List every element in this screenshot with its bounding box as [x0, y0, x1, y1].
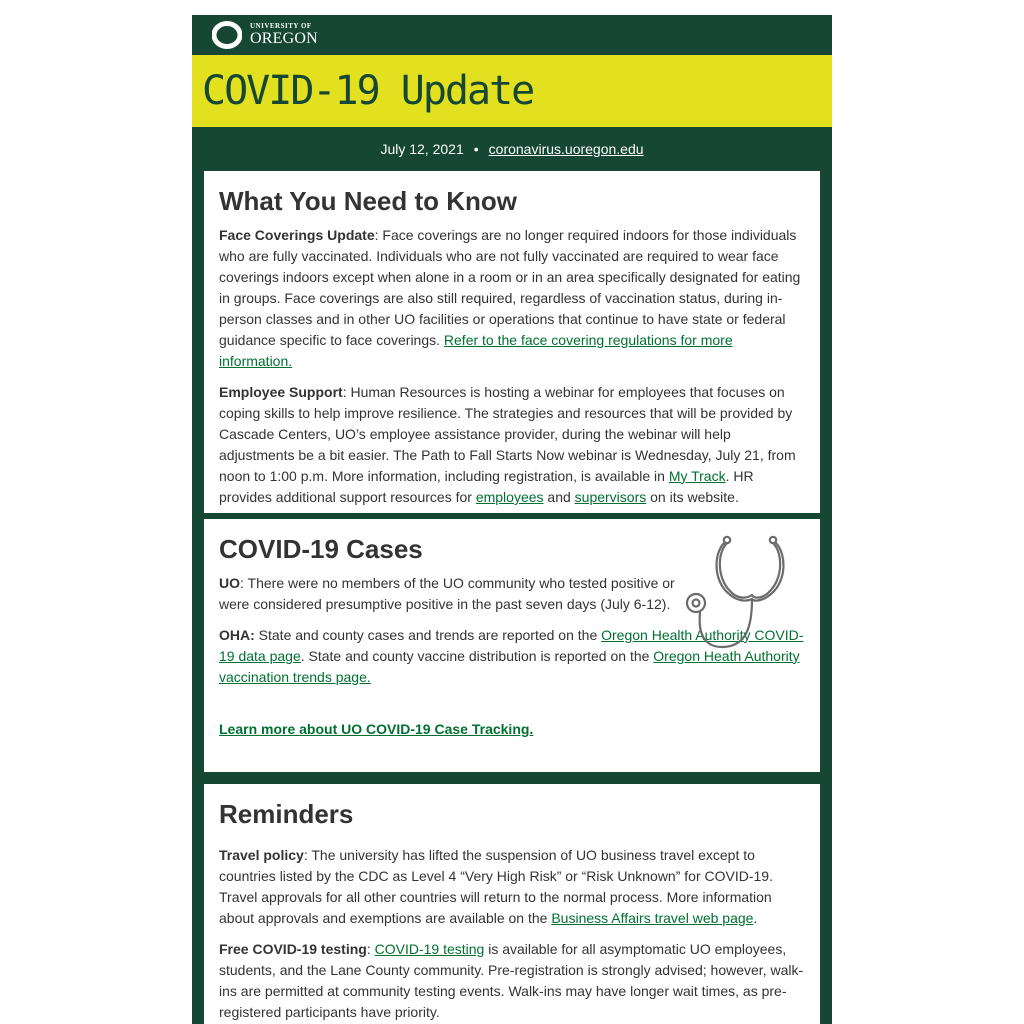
employee-support-text-4: on its website.: [646, 488, 739, 505]
travel-policy-paragraph: [219, 845, 805, 929]
face-covering-regulations-link[interactable]: Refer to the face covering regulations for more information.: [219, 331, 733, 369]
employees-link[interactable]: employees: [475, 488, 544, 505]
oha-text-2: . State and county vaccine distribution is reported on the: [300, 647, 654, 664]
section-heading-reminders: Reminders: [219, 799, 354, 829]
page-title: COVID-19 Update: [202, 68, 534, 114]
coronavirus-site-link[interactable]: coronavirus.uoregon.edu: [488, 141, 644, 157]
oha-data-page-link[interactable]: Oregon Health Authority COVID-19 data page: [219, 626, 804, 664]
oha-label: OHA:: [219, 626, 255, 643]
issue-date: July 12, 2021: [380, 141, 464, 157]
free-testing-paragraph: [219, 939, 805, 1023]
face-coverings-text: : Face coverings are no longer required indoors for those individuals who are fully vaccinated. Individuals who are not fully vaccinated are required to wear face coverings indoors except when alone in a room or in an area specifically designated for eating in groups. Face coverings are also still required, regardless of vaccination status, during in-person classes and in other UO facilities or operations that continue to have state or federal guidance specific to face coverings.: [219, 226, 801, 348]
covid-cases-section: [204, 519, 820, 772]
employee-support-text-2: . HR provides additional support resources for: [219, 467, 754, 505]
top-bar: [192, 15, 832, 55]
travel-policy-label: Travel policy: [219, 846, 304, 863]
section-heading-know: What You Need to Know: [219, 186, 518, 216]
face-coverings-label: Face Coverings Update: [219, 226, 375, 243]
supervisors-link[interactable]: supervisors: [574, 488, 647, 505]
section-heading-cases: COVID-19 Cases: [219, 534, 423, 564]
employee-support-paragraph: [219, 382, 805, 508]
logo-university-of: UNIVERSITY OF: [250, 22, 312, 30]
uo-label: UO: [219, 574, 240, 591]
stethoscope-icon: [682, 533, 798, 653]
email-container: [192, 15, 832, 1024]
employee-support-label: Employee Support: [219, 383, 343, 400]
oha-vaccination-trends-link[interactable]: Oregon Heath Authority vaccination trends page.: [219, 647, 800, 685]
free-testing-colon: :: [366, 940, 375, 957]
title-banner: [192, 55, 832, 127]
logo-oregon: OREGON: [250, 30, 318, 47]
travel-policy-end: .: [753, 909, 758, 926]
employee-support-text: : Human Resources is hosting a webinar for employees that focuses on coping skills to help improve resilience. The strategies and resources that will be provided by Cascade Centers, UO’s employee assistance provider, during the webinar will help adjustments be a bit easier. The Path to Fall Starts Now webinar is Wednesday, July 21, from noon to 1:00 p.m. More information, including registration, is available in: [219, 383, 796, 484]
uo-cases-paragraph: [219, 573, 679, 615]
logo-wordmark: [250, 23, 318, 47]
face-coverings-paragraph: [219, 225, 805, 372]
uo-cases-text: : There were no members of the UO community who tested positive or were considered presumptive positive in the past seven days (July 6-12).: [219, 574, 675, 612]
travel-policy-text: : The university has lifted the suspension of UO business travel except to countries listed by the CDC as Level 4 “Very High Risk” or “Risk Unknown” for COVID-19. Travel approvals for all other countries will return to the normal process. More information about approvals and exemptions are available on the: [219, 846, 773, 926]
uo-o-logo-icon: [212, 21, 242, 49]
oha-text: State and county cases and trends are reported on the: [254, 626, 602, 643]
case-tracking-link[interactable]: Learn more about UO COVID-19 Case Tracking.: [219, 720, 534, 737]
free-testing-text: is available for all asymptomatic UO employees, students, and the Lane County community. Pre-registration is strongly advised; however, walk-ins are permitted at community testing events. Walk-ins may have longer wait times, as pre-registered participants have priority.: [219, 940, 804, 1020]
free-testing-label: Free COVID-19 testing: [219, 940, 367, 957]
employee-support-text-3: and: [543, 488, 575, 505]
dateline: [192, 127, 832, 171]
my-track-link[interactable]: My Track: [668, 467, 726, 484]
covid-testing-link[interactable]: COVID-19 testing: [374, 940, 485, 957]
dateline-separator: •: [473, 141, 479, 157]
uo-logo[interactable]: [212, 21, 318, 49]
what-you-need-to-know-section: [204, 171, 820, 513]
case-tracking-paragraph: [219, 719, 805, 740]
reminders-section: [204, 784, 820, 1024]
business-affairs-travel-link[interactable]: Business Affairs travel web page: [551, 909, 754, 926]
